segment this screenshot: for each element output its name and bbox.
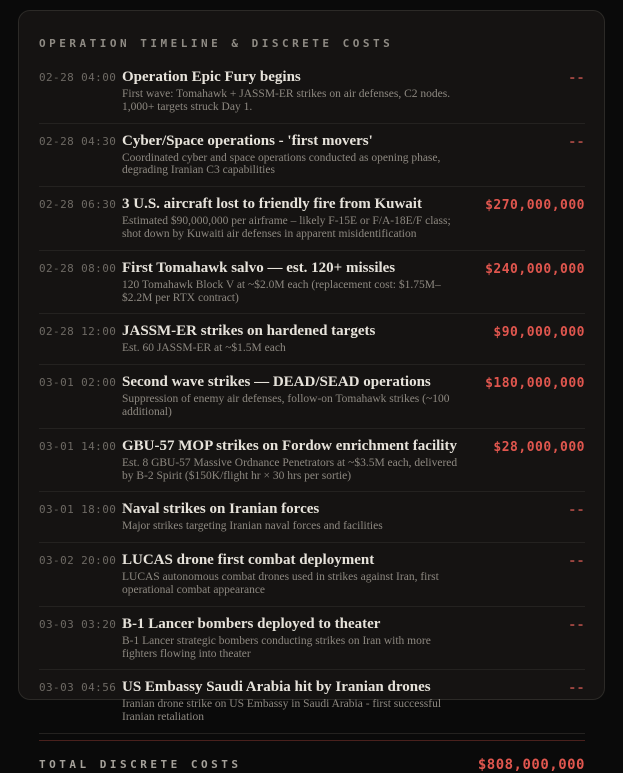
timeline-row <box>39 670 585 734</box>
timeline-row <box>39 251 585 315</box>
event-cost: $28,000,000 <box>493 439 585 455</box>
event-content <box>122 437 473 483</box>
event-timestamp: 02-28 04:00 <box>39 71 117 84</box>
event-content <box>122 500 473 533</box>
event-cost: -- <box>568 554 585 570</box>
event-description: Suppression of enemy air defenses, follow-on Tomahawk strikes (~100 additional) <box>122 393 450 418</box>
event-description: B-1 Lancer strategic bombers conducting strikes on Iran with more fighters flowing into theater <box>122 634 431 660</box>
event-title: B-1 Lancer bombers deployed to theater <box>122 615 381 632</box>
event-description: Estimated $90,000,000 per airframe – likely F-15E or F/A-18E/F class; shot down by Kuwaiti air defenses in apparent misidentification <box>122 215 451 240</box>
event-description: Major strikes targeting Iranian naval forces and facilities <box>122 520 383 533</box>
event-description: First wave: Tomahawk + JASSM-ER strikes on air defenses, C2 nodes. 1,000+ targets struck Day 1. <box>122 88 451 113</box>
event-cost: -- <box>568 681 585 697</box>
event-title: First Tomahawk salvo — est. 120+ missiles <box>122 259 396 276</box>
event-title: Operation Epic Fury begins <box>122 69 301 85</box>
timeline-row <box>39 429 585 493</box>
event-timestamp: 02-28 12:00 <box>39 325 117 339</box>
event-title: GBU-57 MOP strikes on Fordow enrichment facility <box>122 437 457 454</box>
timeline-row <box>39 314 585 365</box>
event-timestamp: 03-02 20:00 <box>39 554 117 568</box>
event-cost: $90,000,000 <box>493 325 585 341</box>
event-description: LUCAS autonomous combat drones used in strikes against Iran, first operational combat appearance <box>122 571 439 596</box>
event-description: 120 Tomahawk Block V at ~$2.0M each (replacement cost: $1.75M–$2.2M per RTX contract) <box>122 278 441 304</box>
event-description: Iranian drone strike on US Embassy in Saudi Arabia - first successful Iranian retaliation <box>122 698 442 724</box>
event-timestamp: 03-01 02:00 <box>39 376 117 390</box>
timeline-row <box>39 492 585 543</box>
total-label: TOTAL DISCRETE COSTS <box>39 758 242 772</box>
event-timestamp: 02-28 06:30 <box>39 198 117 212</box>
event-cost: -- <box>568 617 585 633</box>
event-title: 3 U.S. aircraft lost to friendly fire from Kuwait <box>122 196 422 213</box>
event-description: Coordinated cyber and space operations conducted as opening phase, degrading Iranian C3 capabilities <box>122 151 441 177</box>
event-title: Naval strikes on Iranian forces <box>122 501 320 518</box>
event-content <box>122 551 473 597</box>
event-timestamp: 03-03 03:20 <box>39 617 117 631</box>
operation-timeline-card <box>18 10 605 773</box>
timeline-row <box>39 607 585 671</box>
event-timestamp: 03-01 18:00 <box>39 503 117 517</box>
event-description: Est. 60 JASSM-ER at ~$1.5M each <box>122 342 286 355</box>
event-cost: $270,000,000 <box>485 198 585 214</box>
total-value: $808,000,000 <box>477 756 585 773</box>
timeline-list <box>39 60 585 734</box>
timeline-row <box>39 543 585 607</box>
timeline-row <box>39 124 585 188</box>
event-cost: $240,000,000 <box>485 261 585 277</box>
event-content <box>122 68 473 114</box>
card-title: OPERATION TIMELINE & DISCRETE COSTS <box>39 37 394 50</box>
event-timestamp: 02-28 04:30 <box>39 134 117 148</box>
timeline-row <box>39 187 585 251</box>
event-timestamp: 03-03 04:56 <box>39 681 117 695</box>
event-title: Cyber/Space operations - 'first movers' <box>122 132 373 149</box>
event-content <box>122 195 473 241</box>
event-title: JASSM-ER strikes on hardened targets <box>122 323 376 340</box>
event-cost: -- <box>568 503 585 519</box>
event-cost: -- <box>568 71 585 86</box>
event-content <box>122 615 473 661</box>
event-timestamp: 02-28 08:00 <box>39 261 117 275</box>
event-content <box>122 678 473 724</box>
event-title: US Embassy Saudi Arabia hit by Iranian drones <box>122 679 431 696</box>
event-content <box>122 373 473 419</box>
event-content <box>122 259 473 305</box>
event-description: Est. 8 GBU-57 Massive Ordnance Penetrators at ~$3.5M each, delivered by B-2 Spirit ($150K/flight hr × 30 hrs per sortie) <box>122 456 458 482</box>
event-cost: -- <box>568 134 585 150</box>
event-title: Second wave strikes — DEAD/SEAD operations <box>122 374 431 391</box>
event-title: LUCAS drone first combat deployment <box>122 552 375 569</box>
timeline-row <box>39 365 585 429</box>
timeline-row <box>39 60 585 124</box>
event-content <box>122 132 473 178</box>
event-content <box>122 322 473 355</box>
total-row <box>39 740 585 773</box>
event-timestamp: 03-01 14:00 <box>39 439 117 453</box>
event-cost: $180,000,000 <box>485 376 585 392</box>
